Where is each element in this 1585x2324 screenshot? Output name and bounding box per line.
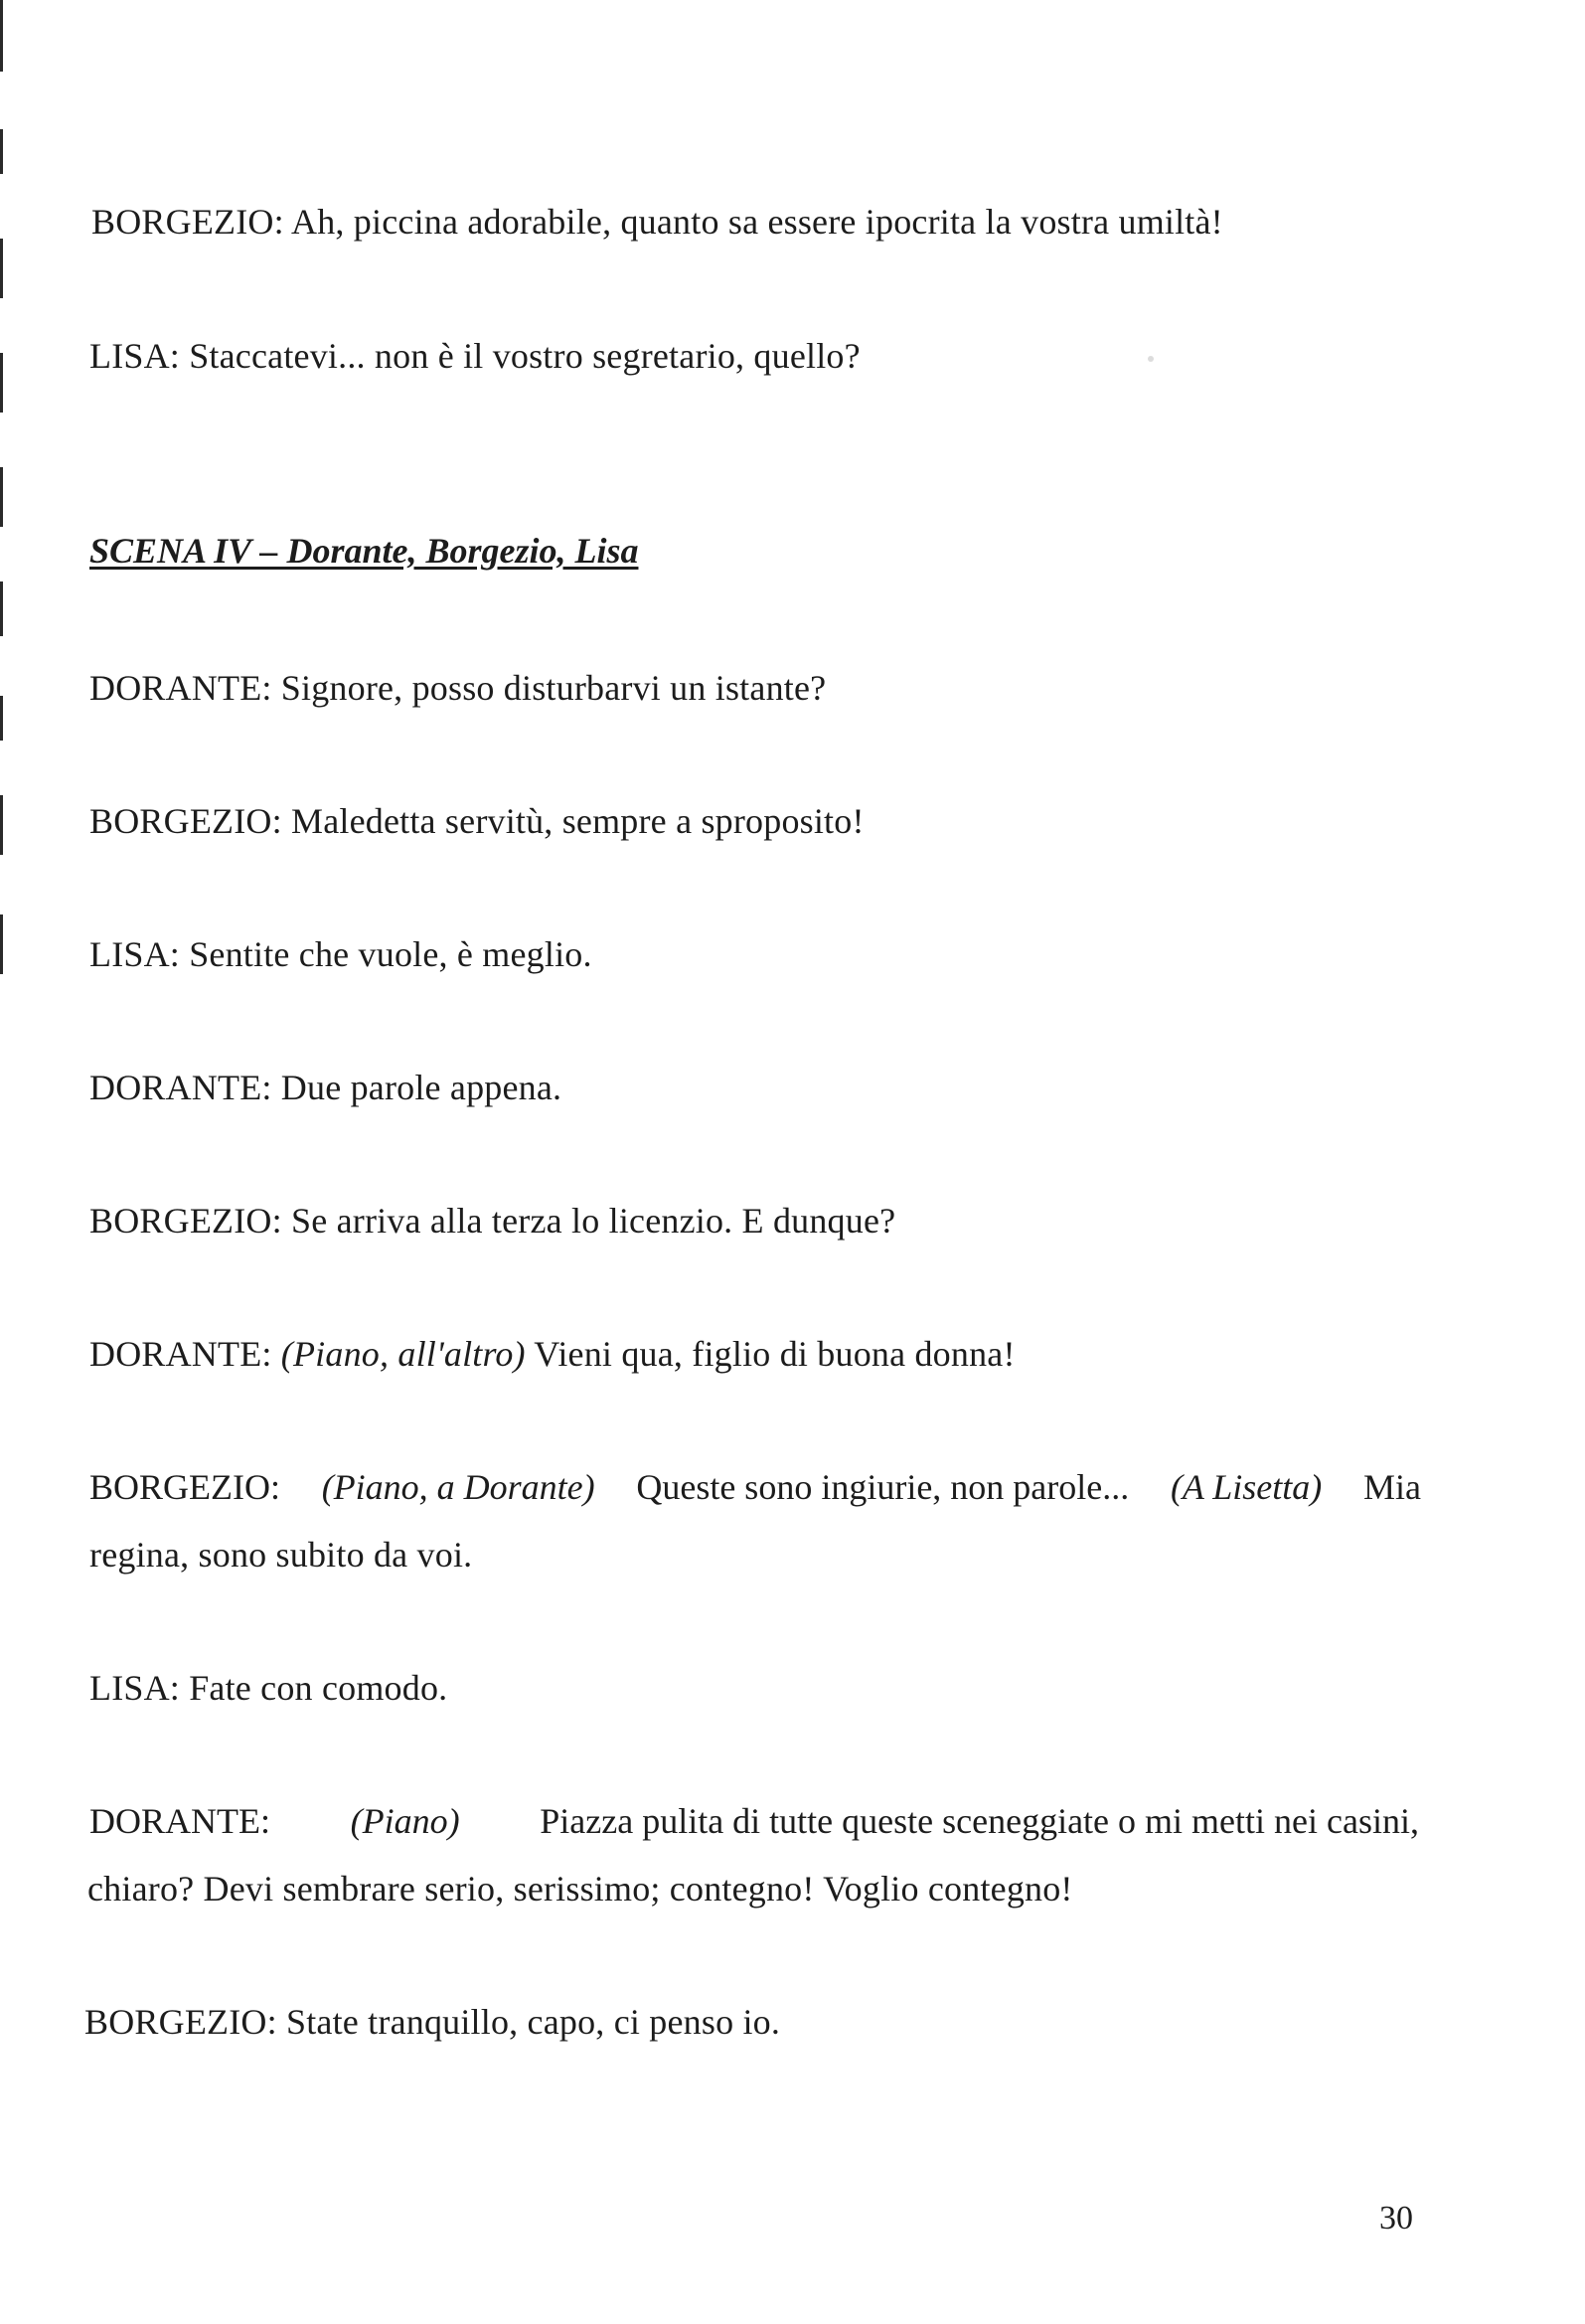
dialogue-line — [89, 1670, 447, 1706]
dialogue-line — [89, 1070, 561, 1105]
speaker-name: LISA: — [89, 934, 180, 974]
dialogue-text: Vieni qua, figlio di buona donna! — [525, 1334, 1016, 1374]
dialogue-line — [89, 803, 865, 839]
dialogue-text: Due parole appena. — [271, 1068, 562, 1107]
stage-direction: (Piano, a Dorante) — [321, 1467, 595, 1507]
dialogue-text: State tranquillo, capo, ci penso io. — [276, 2002, 781, 2042]
speaker-name: LISA: — [89, 336, 180, 376]
dialogue-text: Signore, posso disturbarvi un istante? — [271, 668, 827, 708]
dialogue-line — [89, 1803, 1419, 1839]
scan-edge-mark — [0, 914, 3, 974]
scan-edge-mark — [0, 0, 3, 72]
dialogue-line — [89, 1203, 895, 1239]
speaker-name: BORGEZIO: — [89, 801, 282, 841]
scan-edge-mark — [0, 795, 3, 855]
scene-heading: SCENA IV – Dorante, Borgezio, Lisa — [89, 531, 639, 571]
scan-edge-mark — [0, 581, 3, 636]
stage-direction: (A Lisetta) — [1170, 1467, 1323, 1507]
scan-edge-mark — [0, 353, 3, 413]
speaker-name: DORANTE: — [89, 668, 272, 708]
dialogue-text: Staccatevi... non è il vostro segretario, quello? — [180, 336, 861, 376]
speaker-name: BORGEZIO: — [84, 2002, 277, 2042]
speaker-name: DORANTE: — [89, 1334, 272, 1374]
dialogue-line — [89, 936, 592, 972]
dialogue-text: Piazza pulita di tutte queste sceneggiate o mi metti nei casini, — [540, 1801, 1419, 1841]
speaker-name: DORANTE: — [89, 1801, 270, 1841]
dialogue-text: Ah, piccina adorabile, quanto sa essere ipocrita la vostra umiltà! — [283, 202, 1223, 242]
scan-edge-mark — [0, 239, 3, 298]
scan-edge-mark — [0, 696, 3, 741]
speaker-name: LISA: — [89, 1668, 180, 1708]
dialogue-line — [91, 204, 1223, 240]
dialogue-line — [89, 670, 826, 706]
dialogue-text: Mia — [1362, 1467, 1421, 1507]
dialogue-text: Fate con comodo. — [180, 1668, 448, 1708]
speaker-name: BORGEZIO: — [91, 202, 284, 242]
scan-edge-mark — [0, 129, 3, 174]
speaker-name: BORGEZIO: — [89, 1467, 280, 1507]
dialogue-text: Queste sono ingiurie, non parole... — [636, 1467, 1130, 1507]
speaker-name: DORANTE: — [89, 1068, 272, 1107]
dialogue-text: regina, sono subito da voi. — [89, 1535, 473, 1575]
dialogue-line — [84, 2004, 780, 2040]
stage-direction: (Piano, all'altro) — [280, 1334, 526, 1374]
dialogue-line-continuation — [89, 1537, 472, 1573]
dialogue-line — [89, 338, 861, 374]
dialogue-line — [89, 1469, 1421, 1505]
dialogue-text: Maledetta servitù, sempre a sproposito! — [281, 801, 865, 841]
stage-direction: (Piano) — [350, 1801, 460, 1841]
dialogue-line-continuation — [87, 1871, 1073, 1907]
speaker-name: BORGEZIO: — [89, 1201, 282, 1241]
page-number: 30 — [1379, 2200, 1413, 2237]
dialogue-line — [89, 1336, 1016, 1372]
dialogue-text: Se arriva alla terza lo licenzio. E dunque? — [281, 1201, 896, 1241]
scan-edge-mark — [0, 467, 3, 527]
scan-speck — [1148, 356, 1154, 362]
dialogue-text: chiaro? Devi sembrare serio, serissimo; contegno! Voglio contegno! — [87, 1869, 1073, 1909]
dialogue-text: Sentite che vuole, è meglio. — [180, 934, 592, 974]
